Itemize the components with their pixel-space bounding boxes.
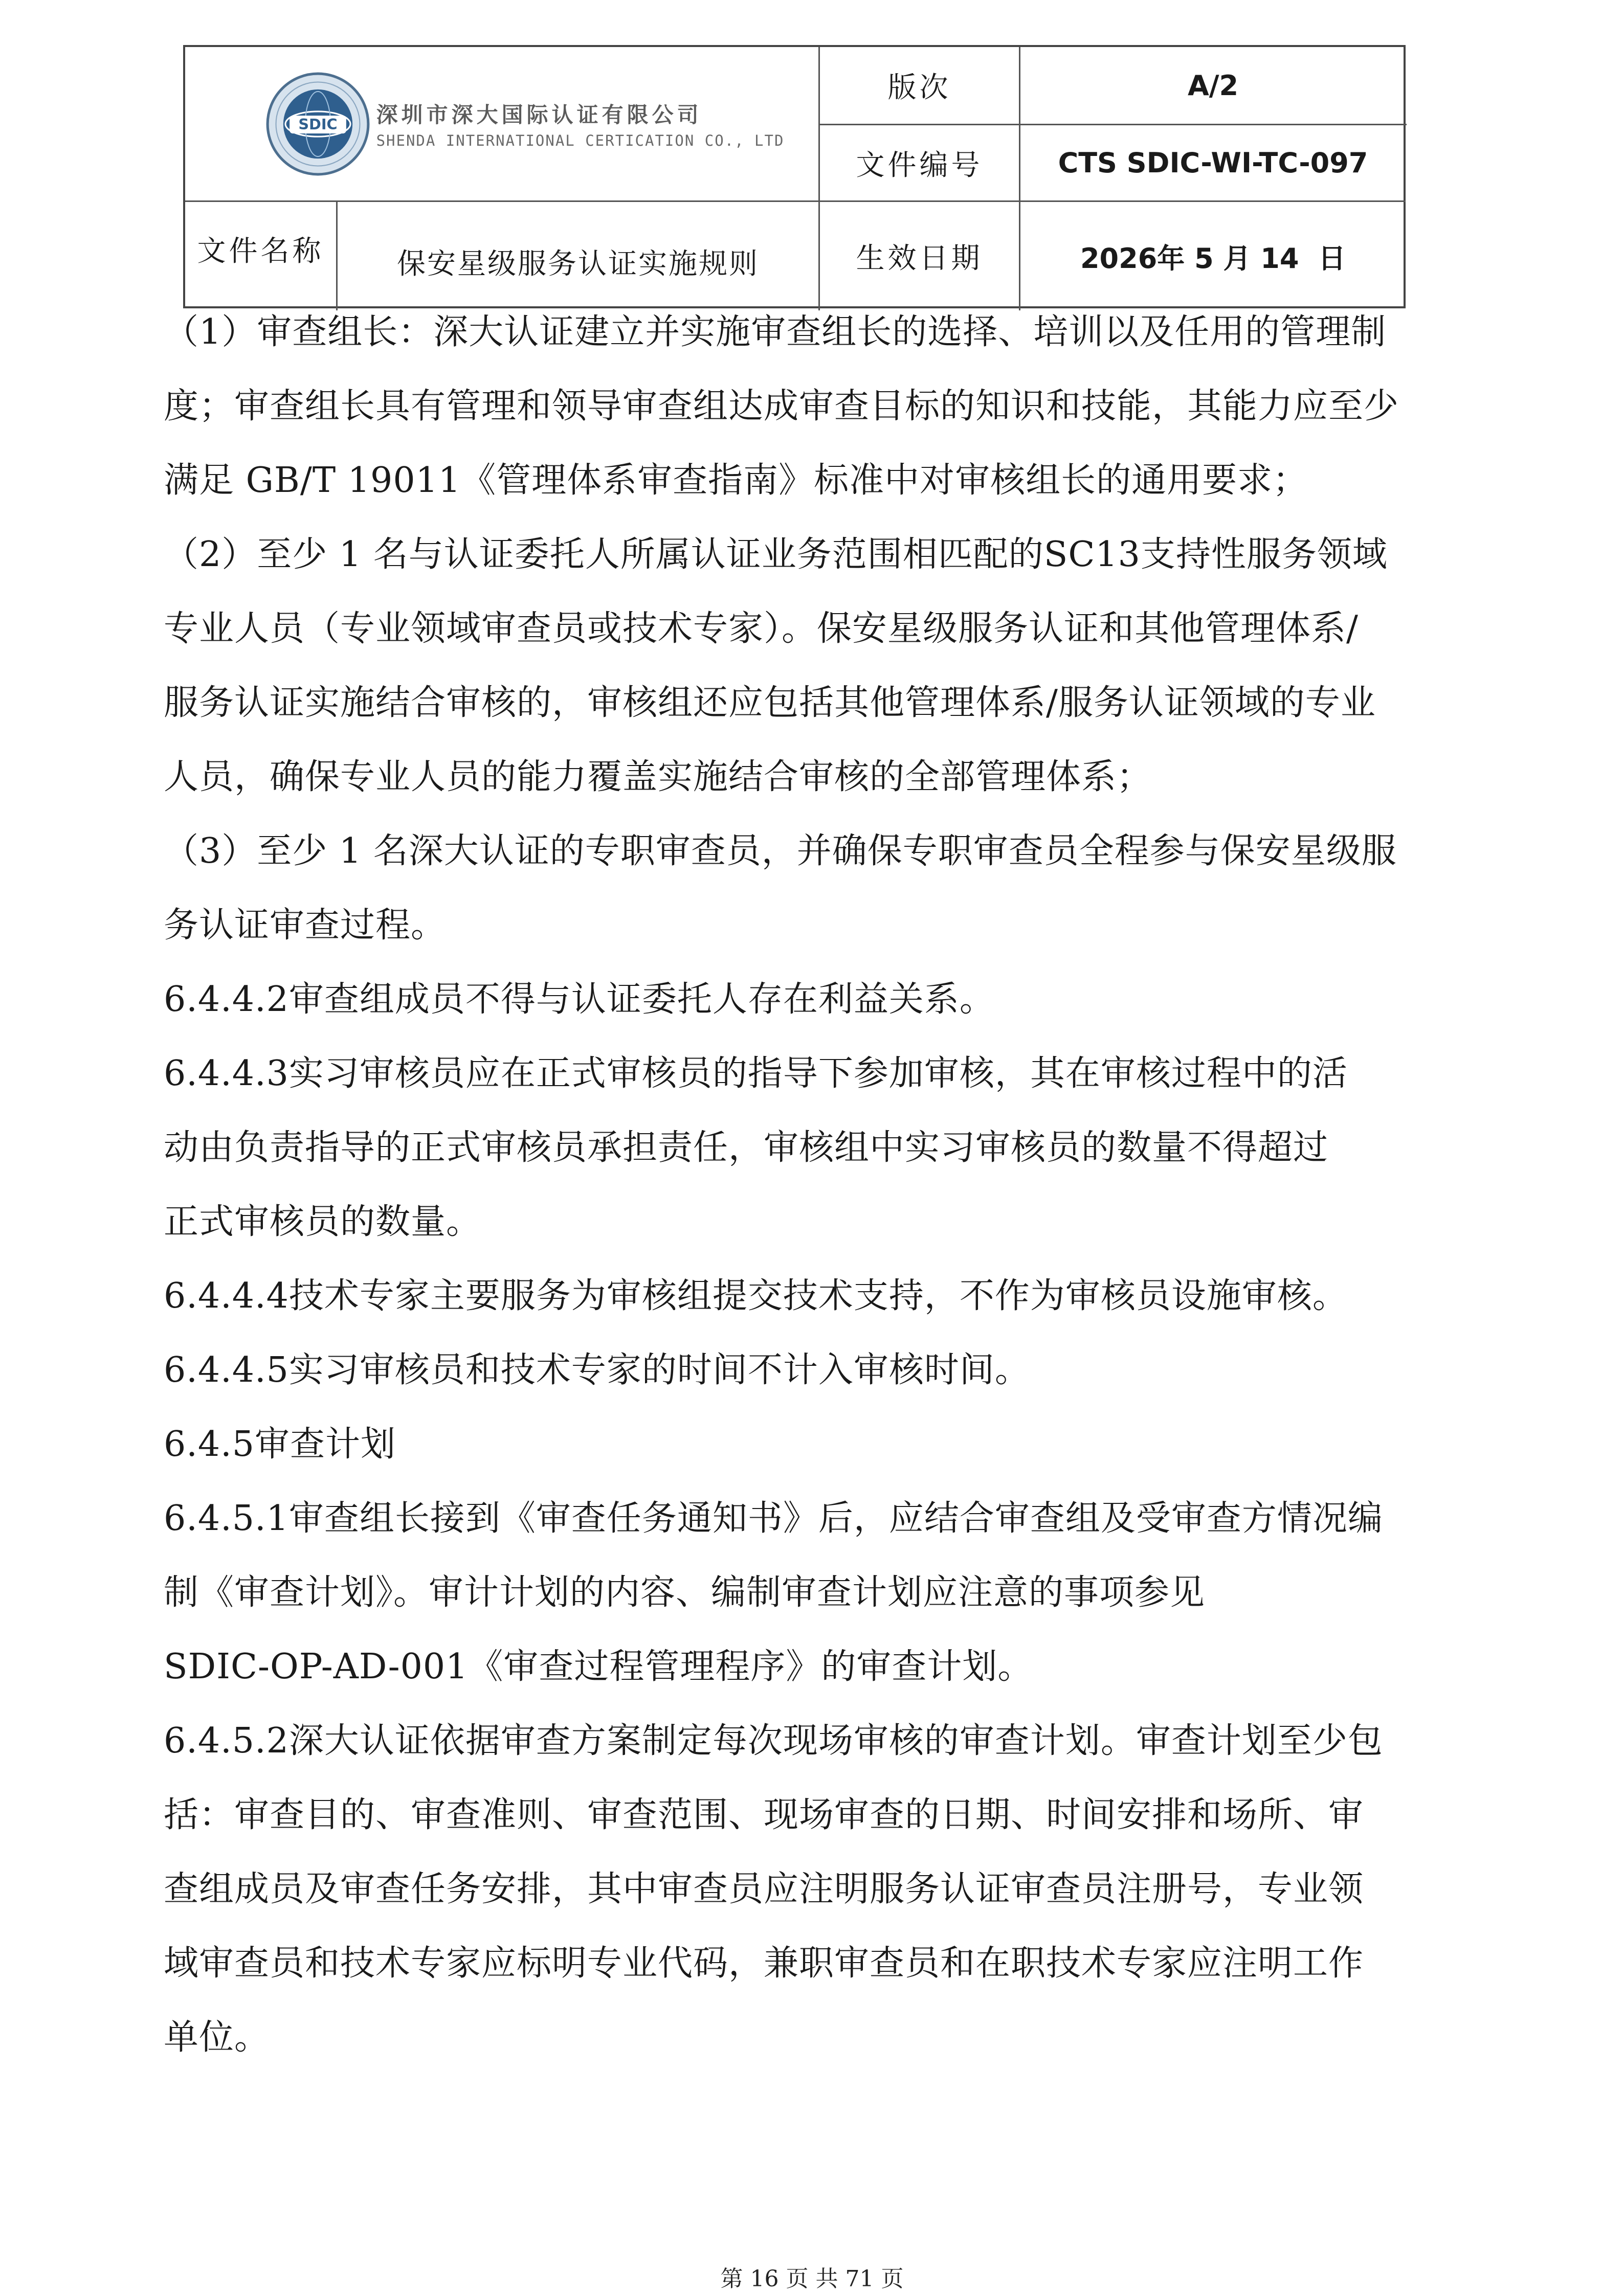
body-line: 人员，确保专业人员的能力覆盖实施结合审核的全部管理体系；	[164, 757, 1152, 797]
body-line: 括：审查目的、审查准则、审查范围、现场审查的日期、时间安排和场所、审	[164, 1795, 1364, 1835]
doc-name-label: 文件名称	[197, 235, 324, 268]
body-line: 专业人员（专业领域审查员或技术专家）。保安星级服务认证和其他管理体系/	[164, 609, 1359, 649]
body-line: 务认证审查过程。	[164, 905, 447, 946]
sdic-emblem-icon	[265, 72, 370, 176]
body-line: SDIC-OP-AD-001《审查过程管理程序》的审查计划。	[164, 1647, 1033, 1687]
company-logo-cell	[185, 47, 818, 200]
body-line: 单位。	[164, 2017, 270, 2058]
body-line: 6.4.4.4技术专家主要服务为审核组提交技术支持，不作为审核员设施审核。	[164, 1276, 1348, 1316]
body-line: 6.4.5.2深大认证依据审查方案制定每次现场审核的审查计划。审查计划至少包	[164, 1721, 1383, 1761]
doc-number-label: 文件编号	[856, 148, 983, 182]
body-line: 度；审查组长具有管理和领导审查组达成审查目标的知识和技能，其能力应至少	[164, 386, 1399, 426]
body-line: 域审查员和技术专家应标明专业代码，兼职审查员和在职技术专家应注明工作	[164, 1943, 1364, 1984]
body-line: 查组成员及审查任务安排，其中审查员应注明服务认证审查员注册号，专业领	[164, 1869, 1364, 1909]
company-logo	[265, 72, 785, 176]
body-line: 动由负责指导的正式审核员承担责任，审核组中实习审核员的数量不得超过	[164, 1128, 1329, 1168]
body-line: （1）审查组长：深大认证建立并实施审查组长的选择、培训以及任用的管理制	[164, 312, 1387, 352]
version-label: 版次	[887, 71, 951, 104]
doc-number-value: CTS SDIC-WI-TC-097	[1058, 147, 1368, 179]
body-line: （3）至少 1 名深大认证的专职审查员，并确保专职审查员全程参与保安星级服	[164, 831, 1397, 871]
body-line: 6.4.5.1审查组长接到《审查任务通知书》后，应结合审查组及受审查方情况编	[164, 1498, 1383, 1539]
body-line: 6.4.5审查计划	[164, 1424, 396, 1465]
page-number: 第 16 页 共 71 页	[720, 2266, 904, 2292]
body-line: （2）至少 1 名与认证委托人所属认证业务范围相匹配的SC13支持性服务领域	[164, 534, 1388, 575]
body-line: 6.4.4.5实习审核员和技术专家的时间不计入审核时间。	[164, 1350, 1030, 1390]
effective-date-label: 生效日期	[856, 242, 983, 275]
document-header-table	[183, 45, 1406, 308]
body-line: 正式审核员的数量。	[164, 1202, 482, 1242]
logo-mark-text: SDIC	[298, 115, 338, 133]
body-line: 服务认证实施结合审核的，审核组还应包括其他管理体系/服务认证领域的专业	[164, 683, 1376, 723]
body-line: 6.4.4.2审查组成员不得与认证委托人存在利益关系。	[164, 979, 995, 1020]
body-line: 满足 GB/T 19011《管理体系审查指南》标准中对审核组长的通用要求；	[164, 460, 1308, 501]
doc-name-value: 保安星级服务认证实施规则	[397, 247, 759, 281]
body-line: 6.4.4.3实习审核员应在正式审核员的指导下参加审核，其在审核过程中的活	[164, 1053, 1348, 1094]
body-line: 制《审查计划》。审计计划的内容、编制审查计划应注意的事项参见	[164, 1572, 1206, 1613]
company-name-cn: 深圳市深大国际认证有限公司	[376, 102, 702, 127]
version-value: A/2	[1187, 69, 1239, 102]
company-name-en: SHENDA INTERNATIONAL CERTICATION CO., LTD	[376, 132, 785, 149]
effective-date-value: 2026年 5 月 14 日	[1080, 242, 1346, 275]
